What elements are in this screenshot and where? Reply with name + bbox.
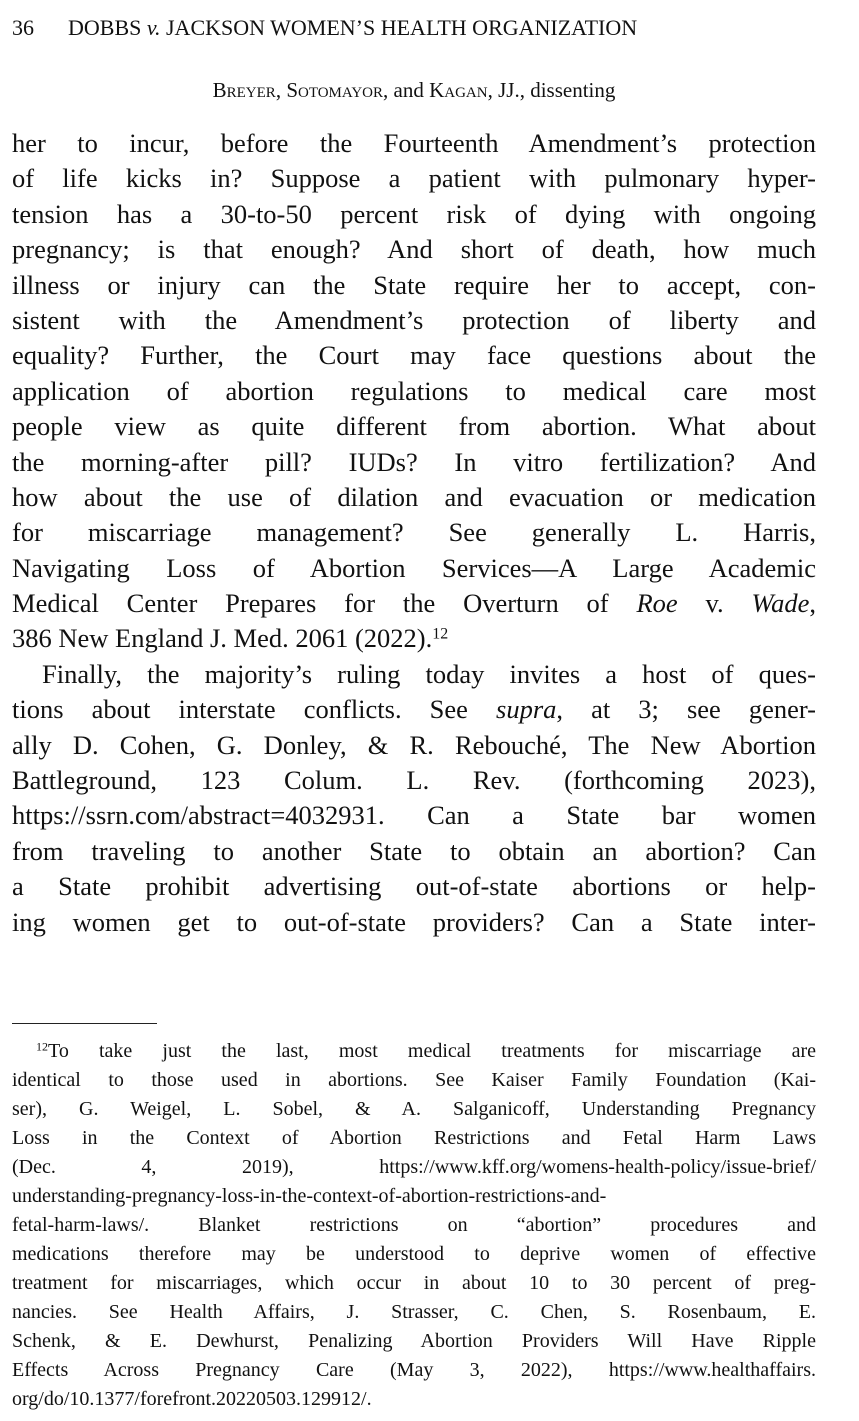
- body-line: a State prohibit advertising out-of-state abortions or help-: [12, 871, 816, 902]
- justice-sotomayor: Sotomayor: [286, 78, 384, 102]
- case-name-wade: Wade: [751, 588, 810, 619]
- body-line: sistent with the Amendment’s protection of liberty and: [12, 304, 816, 335]
- body-line: ing women get to out-of-state providers? Can a State inter-: [12, 906, 816, 937]
- footnote-line: understanding-pregnancy-loss-in-the-context-of-abortion-restrictions-and-: [12, 1185, 607, 1207]
- opinion-author-line: Breyer, Sotomayor, and Kagan, JJ., dissenting: [212, 78, 616, 102]
- body-line: equality? Further, the Court may face questions about the: [12, 340, 816, 371]
- footnote-number: 12: [36, 1039, 48, 1054]
- footnote-line: Schenk, & E. Dewhurst, Penalizing Abortion Providers Will Have Ripple: [12, 1330, 816, 1352]
- body-line: the morning-after pill? IUDs? In vitro fertilization? And: [12, 446, 816, 477]
- body-line: ally D. Cohen, G. Donley, & R. Rebouché, The New Abortion: [12, 729, 816, 760]
- supra-citation: supra: [496, 694, 557, 725]
- body-line: how about the use of dilation and evacuation or medication: [12, 481, 816, 512]
- body-line: Navigating Loss of Abortion Services—A Large Academic: [12, 552, 816, 583]
- body-line: people view as quite different from abortion. What about: [12, 411, 816, 442]
- body-line: application of abortion regulations to medical care most: [12, 375, 816, 406]
- justice-kagan: Kagan: [429, 78, 488, 102]
- body-text: [12, 126, 816, 940]
- footnote-line: ser), G. Weigel, L. Sobel, & A. Salganicoff, Understanding Pregnancy: [12, 1098, 816, 1120]
- body-line: pregnancy; is that enough? And short of death, how much: [12, 234, 816, 265]
- body-line-with-footnote-ref: 386 New England J. Med. 2061 (2022).$^{12}$: [12, 623, 449, 654]
- body-line: her to incur, before the Fourteenth Amendment’s protection: [12, 128, 816, 158]
- running-header: [12, 14, 816, 42]
- paragraph-start-line: Finally, the majority’s ruling today invites a host of ques-: [42, 658, 816, 689]
- footnote-divider: [12, 1023, 157, 1024]
- body-line: from traveling to another State to obtain an abortion? Can: [12, 835, 816, 866]
- footnote-last-line: org/do/10.1377/forefront.20220503.129912/.: [12, 1388, 372, 1410]
- footnote-line: treatment for miscarriages, which occur in about 10 to 30 percent of preg-: [12, 1272, 816, 1294]
- case-name-roe: Roe: [636, 588, 678, 619]
- footnote-line: fetal-harm-laws/. Blanket restrictions on “abortion” procedures and: [12, 1214, 816, 1236]
- footnote-line: nancies. See Health Affairs, J. Strasser, C. Chen, S. Rosenbaum, E.: [12, 1301, 816, 1323]
- footnote-12: [12, 1037, 816, 1414]
- footnote-line: identical to those used in abortions. See Kaiser Family Foundation (Kai-: [12, 1069, 816, 1091]
- page-number: 36: [12, 15, 34, 40]
- footnote-line: Effects Across Pregnancy Care (May 3, 2022), https://www.healthaffairs.: [12, 1359, 816, 1381]
- footnote-line: (Dec. 4, 2019), https://www.kff.org/womens-health-policy/issue-brief/: [12, 1156, 816, 1178]
- footnote-line: medications therefore may be understood to deprive women of effective: [12, 1243, 816, 1265]
- body-line: tension has a 30-to-50 percent risk of dying with ongoing: [12, 198, 816, 229]
- body-line: illness or injury can the State require her to accept, con-: [12, 269, 816, 300]
- footnote-first-line: $^{12}$To take just the last, most medical treatments for miscarriage are: [36, 1039, 816, 1062]
- body-line: https://ssrn.com/abstract=4032931. Can a State bar women: [12, 800, 816, 831]
- footnote-reference[interactable]: 12: [432, 625, 449, 643]
- body-line-supra: tions about interstate conflicts. See supra, at 3; see gener-: [12, 694, 817, 725]
- body-line: Battleground, 123 Colum. L. Rev. (forthcoming 2023),: [12, 765, 816, 796]
- case-title: DOBBS v. JACKSON WOMEN’S HEALTH ORGANIZATION: [68, 15, 638, 40]
- justice-breyer: Breyer: [212, 78, 276, 102]
- footnote-line: Loss in the Context of Abortion Restrictions and Fetal Harm Laws: [12, 1127, 816, 1149]
- body-line-roe-v-wade: Medical Center Prepares for the Overturn of Roe v. Wade,: [12, 588, 816, 619]
- body-line: for miscarriage management? See generally L. Harris,: [12, 517, 816, 548]
- body-line: of life kicks in? Suppose a patient with pulmonary hyper-: [12, 163, 816, 194]
